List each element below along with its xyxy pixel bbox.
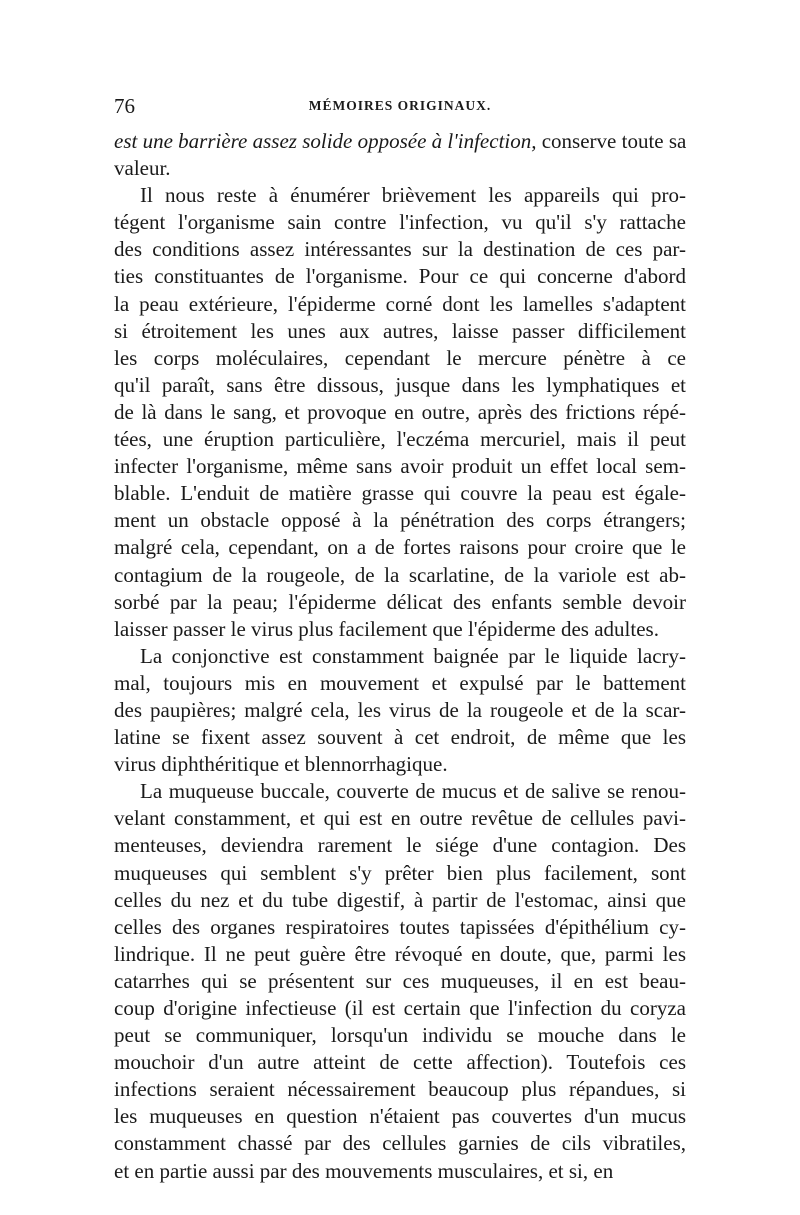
line-text: celles du nez et du tube digestif, à partir de l'estomac, ainsi que — [114, 887, 686, 912]
paragraph — [114, 128, 686, 182]
line-text: mal, toujours mis en mouvement et expulsé par le battement — [114, 670, 686, 695]
line-text: valeur. — [114, 156, 171, 181]
text-line — [114, 616, 686, 643]
text-line — [114, 562, 686, 589]
line-text: La conjonctive est constamment baignée par le liquide lacry- — [140, 643, 686, 668]
italic-phrase: est une barrière assez solide opposée à l'infection, — [114, 129, 537, 153]
text-line — [114, 318, 686, 345]
text-line — [114, 1049, 686, 1076]
text-line — [114, 860, 686, 887]
text-line — [114, 263, 686, 290]
line-text: la peau extérieure, l'épiderme corné dont les lamelles s'adaptent — [114, 291, 686, 316]
text-line — [114, 751, 686, 778]
line-text: infections seraient nécessairement beaucoup plus répandues, si — [114, 1077, 686, 1102]
text-line — [114, 724, 686, 751]
line-text: contagium de la rougeole, de la scarlatine, de la variole est ab- — [114, 562, 686, 587]
line-text: constamment chassé par des cellules garnies de cils vibratiles, — [114, 1131, 686, 1156]
book-page — [114, 94, 686, 1185]
paragraph — [114, 182, 686, 643]
text-line — [114, 345, 686, 372]
page-header — [114, 94, 686, 120]
text-line — [114, 1076, 686, 1103]
text-line — [114, 128, 686, 155]
line-text: catarrhes qui se présentent sur ces muqueuses, il en est beau- — [114, 968, 686, 993]
line-text: ment un obstacle opposé à la pénétration des corps étrangers; — [114, 508, 686, 533]
line-text: des paupières; malgré cela, les virus de la rougeole et de la scar- — [114, 697, 686, 722]
text-line — [114, 670, 686, 697]
line-text: conserve toute sa — [536, 129, 687, 153]
line-text: sorbé par la peau; l'épiderme délicat des enfants semble devoir — [114, 589, 686, 614]
text-line — [114, 832, 686, 859]
text-line — [114, 995, 686, 1022]
paragraph — [114, 778, 686, 1184]
line-text: muqueuses qui semblent s'y prêter bien plus facilement, sont — [114, 860, 686, 885]
text-line — [114, 697, 686, 724]
line-text: virus diphthéritique et blennorrhagique. — [114, 752, 448, 777]
text-line — [114, 480, 686, 507]
text-line — [114, 887, 686, 914]
text-line — [114, 1130, 686, 1157]
line-text: infecter l'organisme, même sans avoir produit un effet local sem- — [114, 454, 686, 479]
line-text: La muqueuse buccale, couverte de mucus et de salive se renou- — [140, 779, 686, 804]
line-text: velant constamment, et qui est en outre revêtue de cellules pavi- — [114, 806, 686, 831]
line-text: mouchoir d'un autre atteint de cette affection). Toutefois ces — [114, 1050, 686, 1075]
line-text: coup d'origine infectieuse (il est certain que l'infection du coryza — [114, 996, 686, 1020]
text-line — [114, 643, 686, 670]
text-line — [114, 399, 686, 426]
text-line — [114, 155, 686, 182]
line-text: Il nous reste à énumérer brièvement les appareils qui pro- — [140, 183, 686, 208]
body-text — [114, 128, 686, 1185]
line-text: ties constituantes de l'organisme. Pour ce qui concerne d'abord — [114, 264, 686, 289]
text-line — [114, 182, 686, 209]
running-title: MÉMOIRES ORIGINAUX. — [308, 98, 492, 113]
line-text: malgré cela, cependant, on a de fortes raisons pour croire que le — [114, 535, 686, 560]
line-text: et en partie aussi par des mouvements musculaires, et si, en — [114, 1158, 614, 1183]
text-line — [114, 291, 686, 318]
text-line — [114, 778, 686, 805]
line-text: les muqueuses en question n'étaient pas couvertes d'un mucus — [114, 1104, 686, 1129]
text-line — [114, 805, 686, 832]
text-line — [114, 507, 686, 534]
text-line — [114, 1103, 686, 1130]
line-text: laisser passer le virus plus facilement que l'épiderme des adultes. — [114, 616, 659, 641]
page-number: 76 — [114, 94, 135, 118]
line-text: latine se fixent assez souvent à cet endroit, de même que les — [114, 725, 686, 750]
text-line — [114, 968, 686, 995]
text-line — [114, 426, 686, 453]
text-line — [114, 236, 686, 263]
text-line — [114, 534, 686, 561]
text-line — [114, 589, 686, 616]
text-line — [114, 209, 686, 236]
line-text: les corps moléculaires, cependant le mercure pénètre à ce — [114, 345, 686, 370]
line-text: si étroitement les unes aux autres, laisse passer difficilement — [114, 318, 686, 343]
text-line — [114, 453, 686, 480]
line-text: peut se communiquer, lorsqu'un individu se mouche dans le — [114, 1023, 686, 1048]
text-line — [114, 1022, 686, 1049]
text-line — [114, 941, 686, 968]
text-line — [114, 914, 686, 941]
line-text: qu'il paraît, sans être dissous, jusque dans les lymphatiques et — [114, 372, 686, 397]
line-text: celles des organes respiratoires toutes tapissées d'épithélium cy- — [114, 914, 686, 939]
text-line — [114, 1158, 686, 1185]
line-text: des conditions assez intéressantes sur la destination de ces par- — [114, 237, 686, 262]
line-text: tégent l'organisme sain contre l'infection, vu qu'il s'y rattache — [114, 210, 686, 235]
line-text: menteuses, deviendra rarement le siége d'une contagion. Des — [114, 833, 686, 858]
line-text: lindrique. Il ne peut guère être révoqué en doute, que, parmi les — [114, 941, 686, 966]
text-line — [114, 372, 686, 399]
line-text: blable. L'enduit de matière grasse qui couvre la peau est égale- — [114, 481, 686, 506]
paragraph — [114, 643, 686, 778]
line-text: tées, une éruption particulière, l'eczéma mercuriel, mais il peut — [114, 427, 686, 452]
line-text: de là dans le sang, et provoque en outre, après des frictions répé- — [114, 399, 686, 424]
